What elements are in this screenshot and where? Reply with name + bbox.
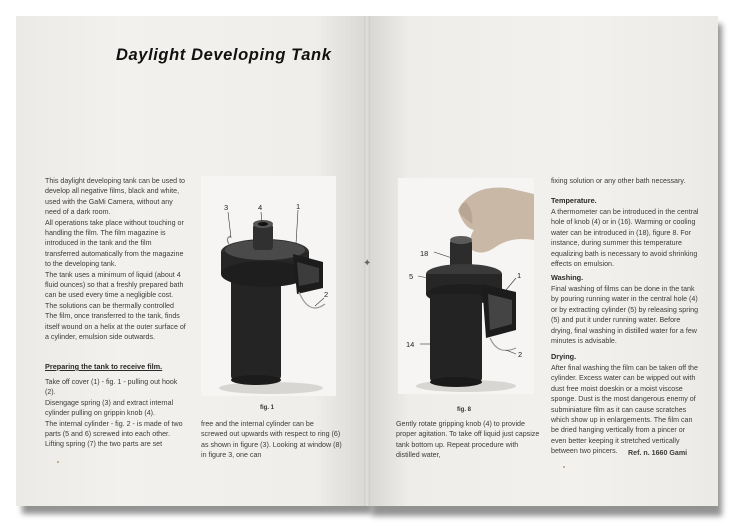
washing-heading: Washing.: [551, 273, 584, 282]
fig8-callout-1: 1: [517, 271, 522, 280]
fig1-callout-4: 4: [258, 203, 263, 212]
drying-text: After final washing the film can be taken off the cylinder. Excess water can be wipped out with dust free moist doeskin or a moist viscose sponge. Dust is the most dangerous enemy of subminiature film as it can cause scratches which show up in enlargements. The film can be dried hanging vertically from a pincer or even better keeping it stretched vertically between two pincers.: [551, 364, 698, 456]
fig1-continuation-text: free and the internal cylinder can be screwed out upwards with respect to ring (6) as shown in figure (3). Looking at window (8) in figure 3, one can: [201, 420, 342, 460]
fig8-callout-5: 5: [409, 272, 414, 281]
preparing-paragraph: Lifting spring (7) the two parts are set: [45, 440, 163, 449]
intro-paragraph: The film, once transferred to the tank, finds itself wound on a helix at the outer surface of a cylinder, emulsion side outwards.: [45, 312, 186, 342]
intro-paragraph: The tank uses a minimum of liquid (about 4 fluid ounces) so that a freshly prepared bath can be used every time a negligible cost.: [45, 270, 184, 300]
fig1-callout-3: 3: [224, 203, 229, 212]
spine-cross-mark: ✦: [363, 258, 372, 269]
fig8-caption: fig. 8: [457, 407, 472, 413]
intro-paragraph: All operations take place without touching or handling the film. The film magazine is introduced in the tank and the film transferred automatically from the magazine to the developing tank.: [45, 218, 184, 269]
washing-text: Final washing of films can be done in the tank by pouring running water in the central hole (4) or by extracting cylinder (5) by releasing spring (5) and put it under running water. Before drying, final washing in distilled water for a few minutes is advisable.: [551, 285, 699, 346]
document-title: Daylight Developing Tank: [116, 46, 332, 64]
fig8-callout-14: 14: [406, 340, 415, 349]
fig8-photo: [398, 178, 534, 394]
fig8-callout-18: 18: [420, 249, 429, 258]
preparing-paragraph: The internal cylinder - fig. 2 - is made of two parts (5 and 6) screwed into each other.: [45, 419, 183, 439]
intro-paragraph: This daylight developing tank can be used to develop all negative films, black and white, used with the GaMi Camera, without any need of a dark room.: [45, 177, 185, 217]
fig8-continuation-text: Gently rotate gripping knob (4) to provide proper agitation. To take off liquid just capsize tank bottom up. Repeat procedure with distilled water,: [396, 420, 540, 460]
fig1-callout-2: 2: [324, 290, 329, 299]
right-intro-text: fixing solution or any other bath necessary.: [551, 177, 686, 185]
fig8-callout-2: 2: [518, 350, 523, 359]
intro-paragraph: The solutions can be thermally controlled: [45, 301, 174, 310]
preparing-paragraph: Disengage spring (3) and extract internal cylinder pulling on grippin knob (4).: [45, 398, 174, 418]
preparing-paragraph: Take off cover (1) - fig. 1 - pulling out hook (2).: [45, 378, 178, 397]
reference-number: Ref. n. 1660 Gami: [628, 449, 688, 457]
fig1-photo: [201, 176, 336, 396]
temperature-text: A thermometer can be introduced in the central hole of knob (4) or in (16). Warming or cooling water can be introduced in (18), figure 8. For instance, during summer this temperature equalizing bath is necessary to avoid shrinking effects on emulsion.: [551, 208, 699, 269]
page-dot-right: [563, 466, 565, 468]
drying-heading: Drying.: [551, 352, 577, 361]
temperature-heading: Temperature.: [551, 196, 597, 205]
page-dot-left: [57, 461, 59, 463]
fig1-caption: fig. 1: [260, 405, 275, 411]
fig1-callout-1: 1: [296, 202, 301, 211]
intro-text: [45, 176, 187, 343]
preparing-text: [45, 377, 187, 450]
preparing-heading: Preparing the tank to receive film.: [45, 362, 163, 371]
